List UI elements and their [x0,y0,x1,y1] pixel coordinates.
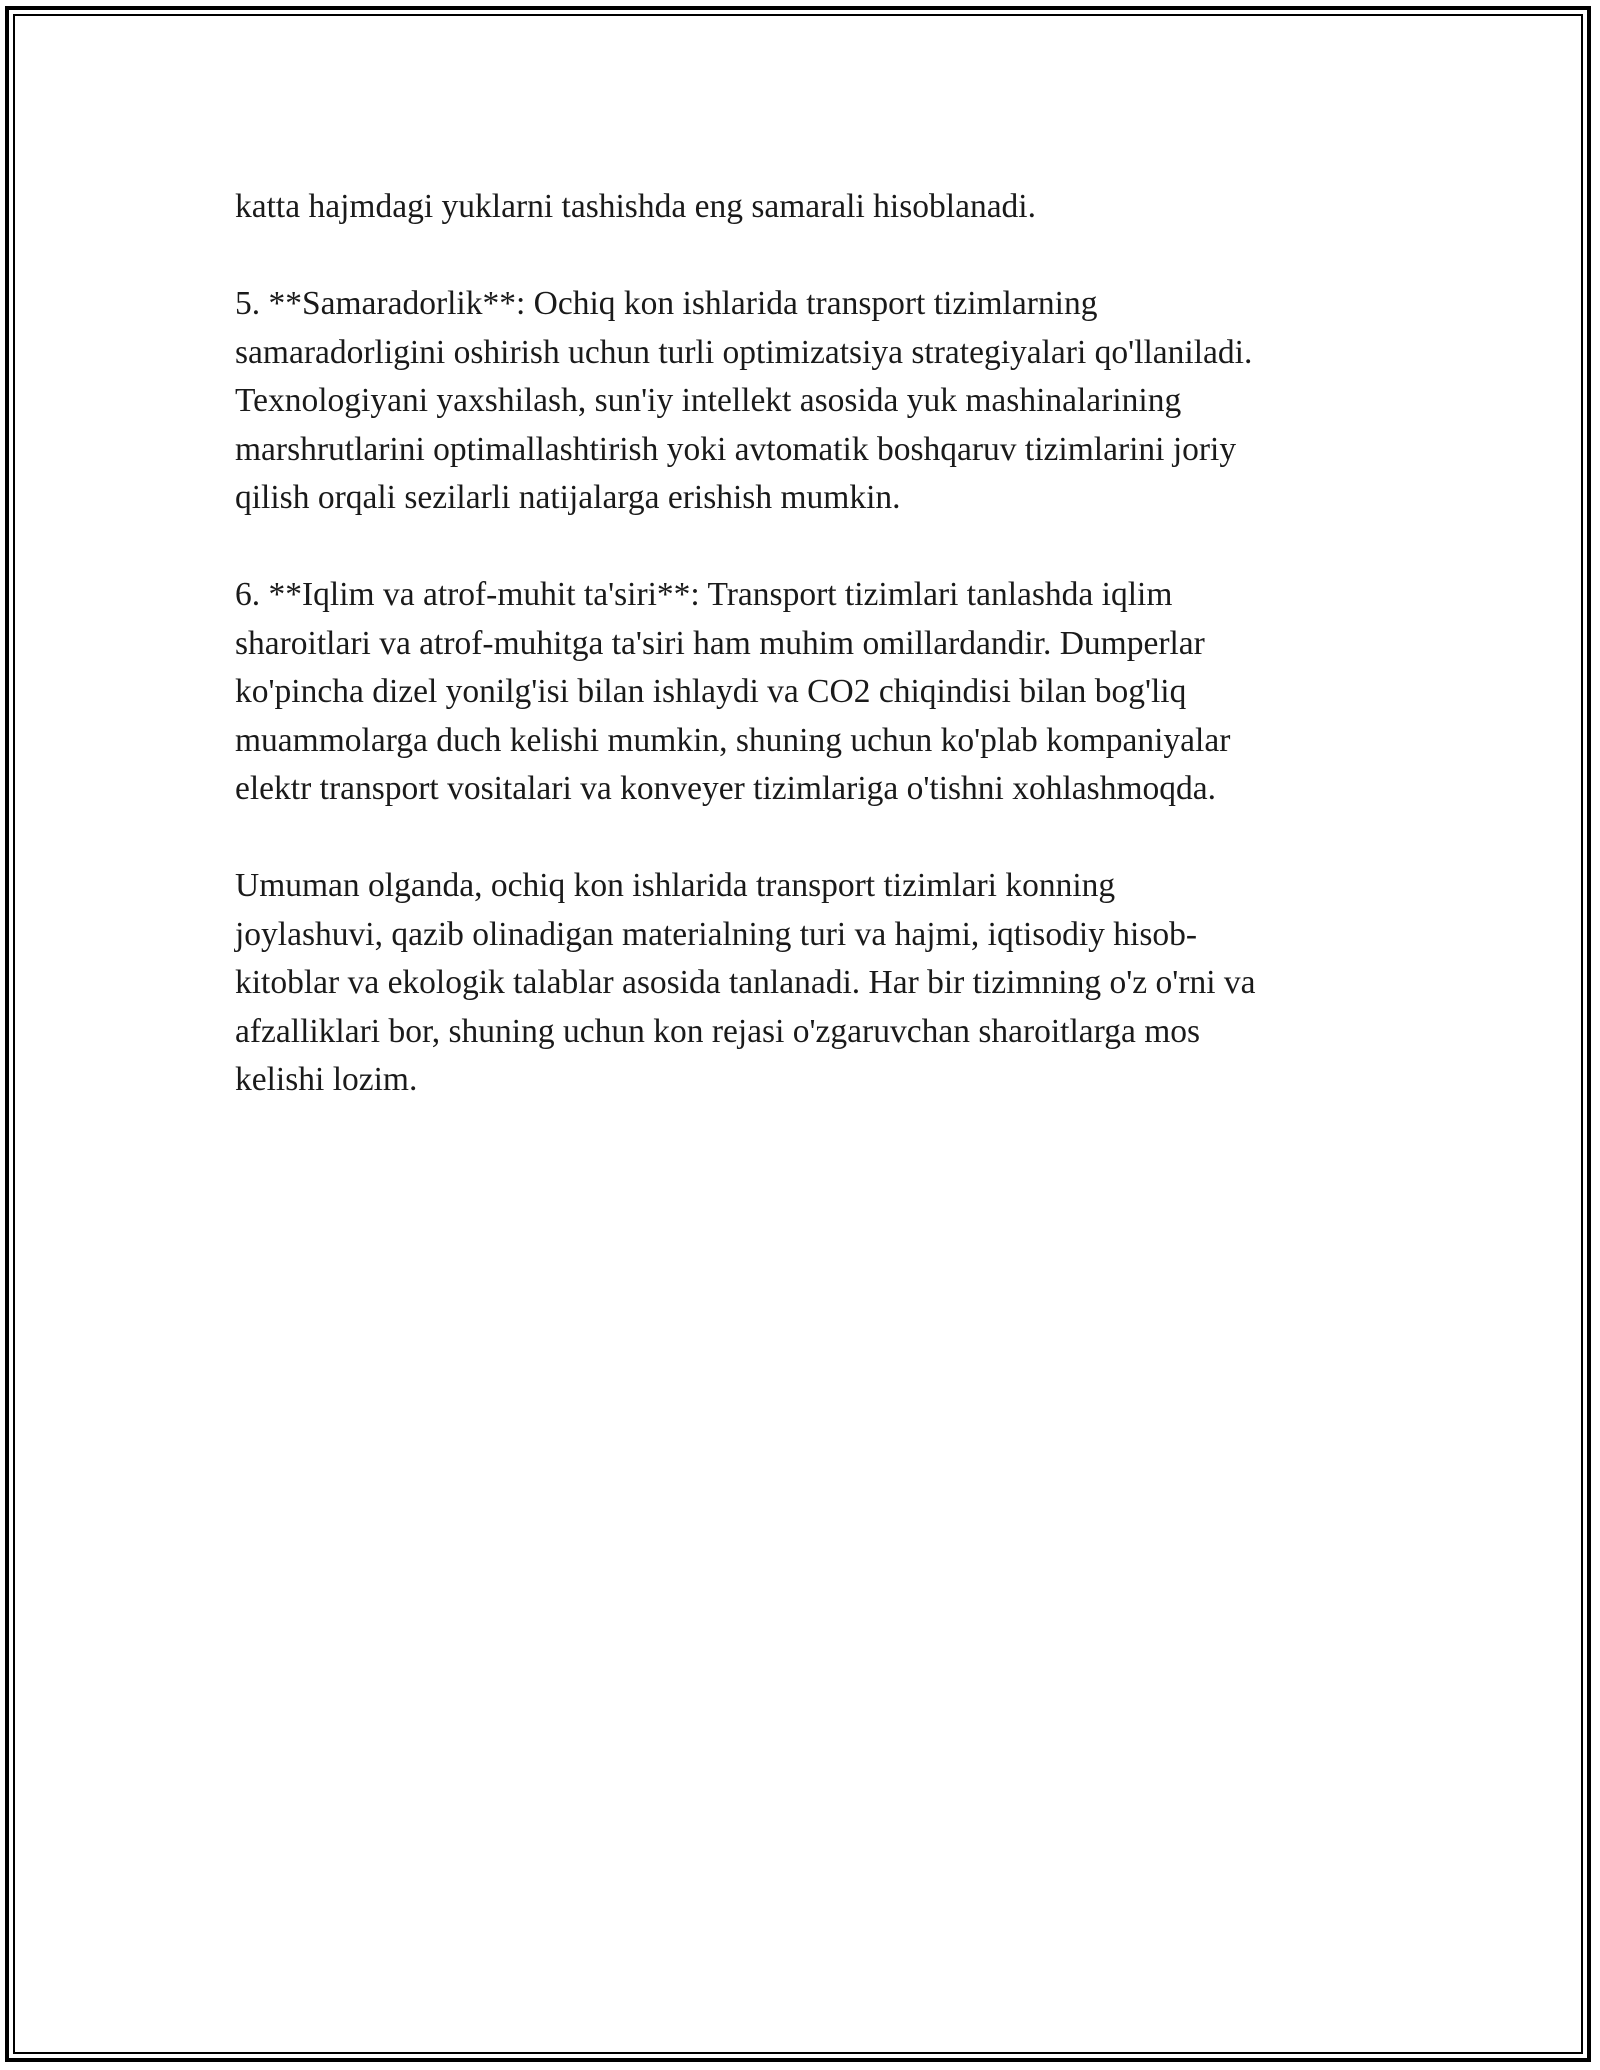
paragraph-continuation [235,183,1365,232]
document-body [235,183,1365,1105]
text-line: 5. **Samaradorlik**: Ochiq kon ishlarida transport tizimlarning [235,285,1098,322]
paragraph-iqlim [235,571,1365,814]
text-line: ko'pincha dizel yonilg'isi bilan ishlaydi va CO2 chiqindisi bilan bog'liq [235,673,1187,710]
paragraph-samaradorlik [235,280,1365,523]
text-line: Umuman olganda, ochiq kon ishlarida transport tizimlari konning [235,867,1116,904]
text-line: kelishi lozim. [235,1061,418,1098]
text-line: muammolarga duch kelishi mumkin, shuning uchun ko'plab kompaniyalar [235,721,1231,759]
paragraph-conclusion [235,862,1365,1105]
text-line: joylashuvi, qazib olinadigan materialning turi va hajmi, iqtisodiy hisob- [235,915,1198,953]
text-line: qilish orqali sezilarli natijalarga erishish mumkin. [235,479,901,516]
text-line: sharoitlari va atrof-muhitga ta'siri ham muhim omillardandir. Dumperlar [235,624,1205,662]
text-line: Texnologiyani yaxshilash, sun'iy intellekt asosida yuk mashinalarining [235,382,1182,419]
text-line: samaradorligini oshirish uchun turli optimizatsiya strategiyalari qo'llaniladi. [235,333,1253,371]
text-line: katta hajmdagi yuklarni tashishda eng samarali hisoblanadi. [235,188,1036,225]
text-line: afzalliklari bor, shuning uchun kon rejasi o'zgaruvchan sharoitlarga mos [235,1012,1201,1050]
text-line: kitoblar va ekologik talablar asosida tanlanadi. Har bir tizimning o'z o'rni va [235,964,1256,1001]
text-line: marshrutlarini optimallashtirish yoki avtomatik boshqaruv tizimlarini joriy [235,430,1237,468]
text-line: elektr transport vositalari va konveyer tizimlariga o'tishni xohlashmoqda. [235,770,1217,807]
text-line: 6. **Iqlim va atrof-muhit ta'siri**: Transport tizimlari tanlashda iqlim [235,576,1173,613]
